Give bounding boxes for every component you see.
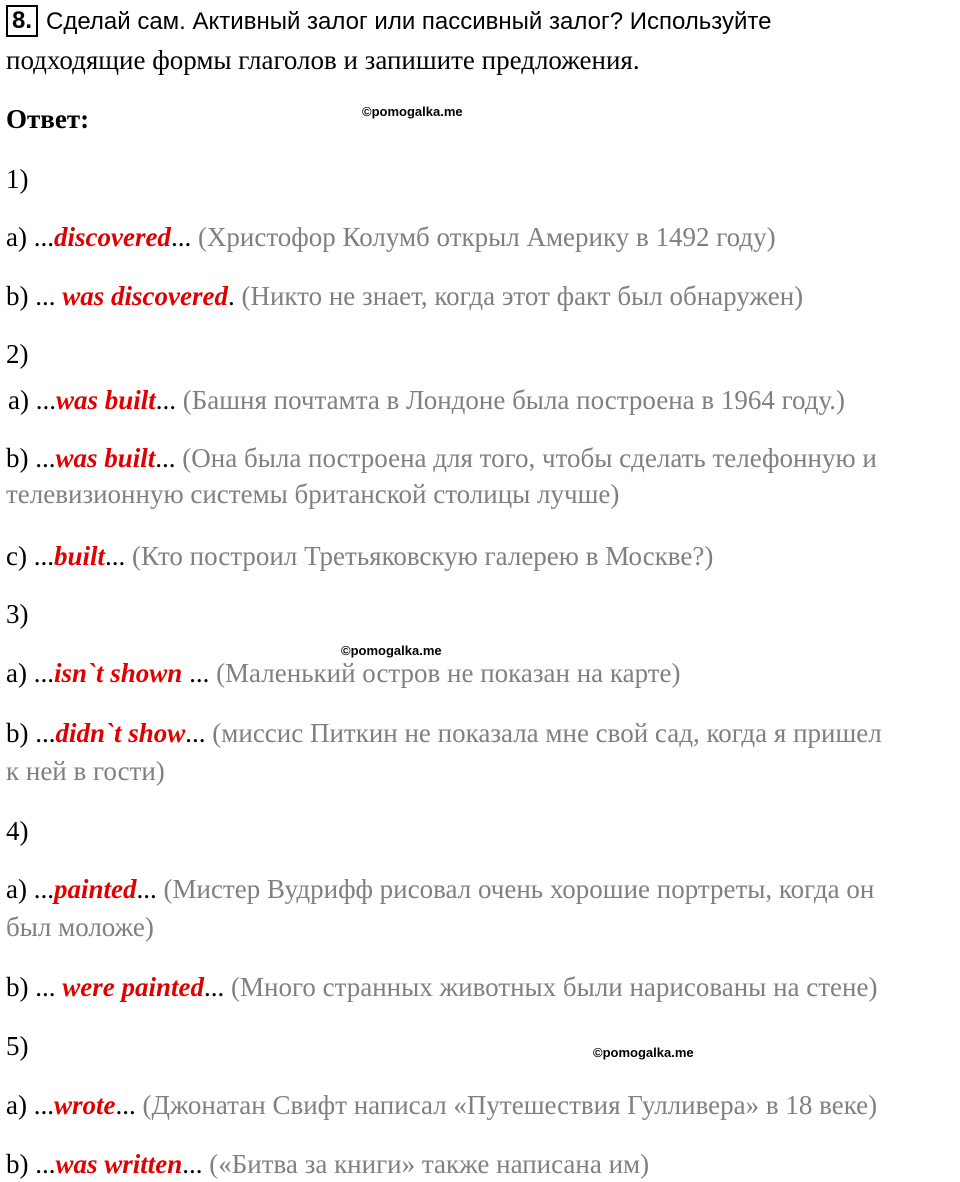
item-suffix: . <box>227 281 242 311</box>
translation: (Никто не знает, когда этот факт был обнаружен) <box>241 281 804 311</box>
answer-verb: built <box>53 541 106 571</box>
group-label-4: 4) <box>6 816 29 846</box>
item-prefix: b) ... <box>6 443 56 473</box>
item-prefix: c) ... <box>6 541 54 571</box>
task-statement <box>6 4 772 38</box>
answer-line <box>6 1089 877 1122</box>
translation: (Кто построил Третьяковскую галерею в Москве?) <box>132 541 714 571</box>
answer-line <box>6 873 874 906</box>
answer-label: Ответ: <box>6 104 90 134</box>
answer-verb: didn`t show <box>55 718 186 748</box>
item-prefix: b) ... <box>6 718 56 748</box>
item-suffix: ... <box>155 385 183 415</box>
answer-verb: wrote <box>53 1090 116 1120</box>
item-suffix: ... <box>136 874 164 904</box>
item-suffix: ... <box>182 658 217 688</box>
translation: («Битва за книги» также написана им) <box>209 1149 650 1179</box>
answer-verb: was built <box>55 385 156 415</box>
group-label-2: 2) <box>6 339 29 369</box>
translation: (Башня почтамта в Лондоне была построена в 1964 году.) <box>182 385 846 415</box>
group-label-3: 3) <box>6 599 29 629</box>
answer-verb: isn`t shown <box>53 658 183 688</box>
answer-line <box>6 540 713 573</box>
answer-verb: was written <box>55 1149 183 1179</box>
watermark: ©pomogalka.me <box>362 104 463 119</box>
group-label-5: 5) <box>6 1031 29 1061</box>
item-suffix: ... <box>170 222 198 252</box>
task-number: 8. <box>6 5 38 37</box>
item-prefix: a) ... <box>6 222 54 252</box>
translation: (миссис Питкин не показала мне свой сад, когда я пришел <box>212 718 882 748</box>
answer-line <box>6 1148 649 1181</box>
translation: (Мистер Вудрифф рисовал очень хорошие портреты, когда он <box>163 874 875 904</box>
translation: (Много странных животных были нарисованы на стене) <box>231 972 878 1002</box>
answer-line <box>6 221 776 254</box>
answer-line <box>6 442 877 475</box>
item-suffix: ... <box>204 972 231 1002</box>
item-prefix: a) ... <box>6 874 54 904</box>
answer-line <box>8 384 845 417</box>
answer-line <box>6 971 877 1004</box>
item-prefix: b) ... <box>6 972 63 1002</box>
watermark: ©pomogalka.me <box>593 1045 694 1060</box>
translation: (Маленький остров не показан на карте) <box>216 658 681 688</box>
task-text-line2: подходящие формы глаголов и запишите предложения. <box>6 45 640 75</box>
item-prefix: a) ... <box>6 658 54 688</box>
item-prefix: b) ... <box>6 281 63 311</box>
translation-continued: к ней в гости) <box>6 756 165 786</box>
answer-verb: were painted <box>62 972 204 1002</box>
answer-verb: discovered <box>53 222 171 252</box>
item-suffix: ... <box>185 718 213 748</box>
item-suffix: ... <box>115 1090 143 1120</box>
translation: (Она была построена для того, чтобы сделать телефонную и <box>182 443 877 473</box>
translation-continued: был моложе) <box>6 912 154 942</box>
translation: (Христофор Колумб открыл Америку в 1492 году) <box>197 222 776 252</box>
answer-line <box>6 657 681 690</box>
answer-verb: was discovered <box>62 281 228 311</box>
translation: (Джонатан Свифт написал «Путешествия Гулливера» в 18 веке) <box>142 1090 878 1120</box>
item-prefix: a) ... <box>8 385 56 415</box>
item-suffix: ... <box>182 1149 210 1179</box>
group-label-1: 1) <box>6 164 29 194</box>
item-suffix: ... <box>105 541 133 571</box>
item-suffix: ... <box>155 443 183 473</box>
item-prefix: a) ... <box>6 1090 54 1120</box>
item-prefix: b) ... <box>6 1149 56 1179</box>
translation-continued: телевизионную системы британской столицы лучше) <box>6 479 620 509</box>
watermark: ©pomogalka.me <box>341 643 442 658</box>
task-text-line1: Сделай сам. Активный залог или пассивный залог? Используйте <box>46 8 772 35</box>
answer-verb: was built <box>55 443 156 473</box>
answer-line <box>6 280 803 313</box>
answer-line <box>6 717 882 750</box>
answer-verb: painted <box>53 874 137 904</box>
